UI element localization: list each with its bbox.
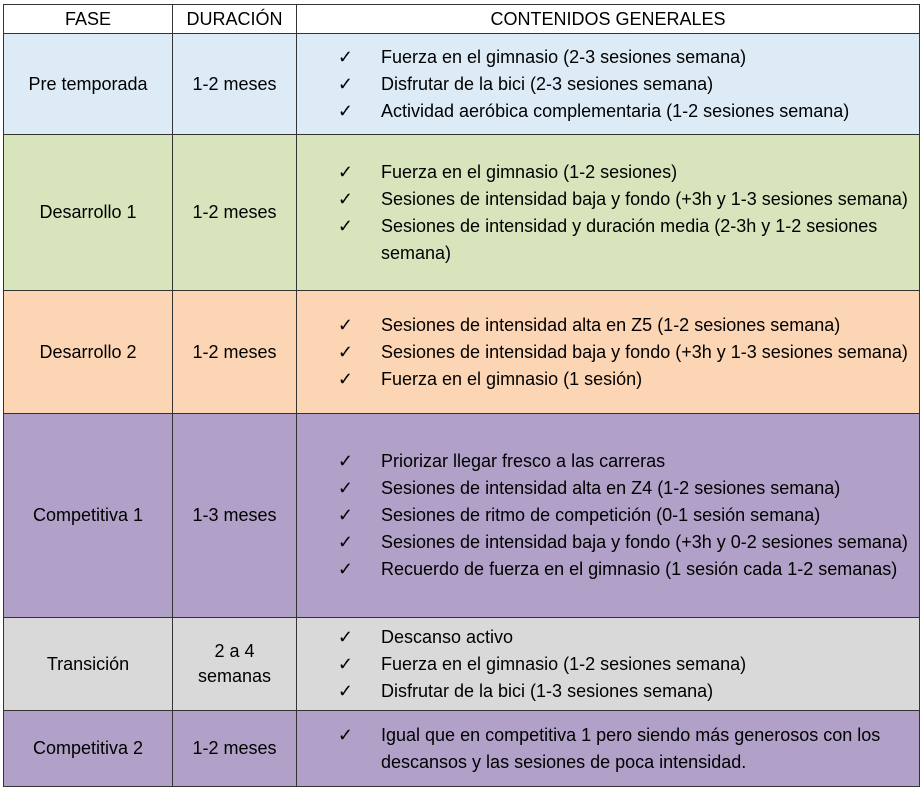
list-item	[297, 44, 919, 71]
checkmark-icon: ✓	[337, 653, 353, 674]
contenidos-cell	[297, 291, 920, 414]
item-text: Sesiones de intensidad alta en Z5 (1-2 sesiones semana)	[381, 314, 841, 335]
checkmark-icon: ✓	[337, 680, 353, 701]
list-item	[297, 312, 919, 339]
item-text: Fuerza en el gimnasio (1-2 sesiones semana)	[381, 653, 747, 674]
fase-cell: Competitiva 2	[4, 711, 173, 787]
item-text: Actividad aeróbica complementaria (1-2 sesiones semana)	[381, 100, 850, 121]
contenidos-list	[297, 44, 919, 125]
duracion-cell: 1-2 meses	[173, 291, 297, 414]
table-row	[4, 135, 920, 291]
list-item	[297, 678, 919, 705]
item-text: Fuerza en el gimnasio (1-2 sesiones)	[381, 161, 678, 182]
list-item	[297, 213, 919, 267]
header-duracion: DURACIÓN	[173, 5, 297, 34]
list-item	[297, 98, 919, 125]
fase-cell: Desarrollo 1	[4, 135, 173, 291]
contenidos-list	[297, 722, 919, 776]
duracion-cell: 1-3 meses	[173, 414, 297, 618]
checkmark-icon: ✓	[337, 73, 353, 94]
checkmark-icon: ✓	[337, 161, 353, 182]
item-text: Sesiones de intensidad baja y fondo (+3h y 0-2 sesiones semana)	[381, 532, 908, 552]
checkmark-icon: ✓	[337, 215, 353, 236]
table-row	[4, 711, 920, 787]
checkmark-icon: ✓	[337, 314, 353, 335]
header-contenidos: CONTENIDOS GENERALES	[297, 5, 920, 34]
item-text: Fuerza en el gimnasio (2-3 sesiones semana)	[381, 46, 747, 67]
item-text: Sesiones de ritmo de competición (0-1 sesión semana)	[381, 505, 821, 525]
header-row	[4, 5, 920, 34]
contenidos-list	[297, 159, 919, 267]
list-item	[297, 556, 919, 583]
fase-cell: Desarrollo 2	[4, 291, 173, 414]
list-item	[297, 159, 919, 186]
list-item	[297, 71, 919, 98]
fase-cell: Pre temporada	[4, 34, 173, 135]
list-item	[297, 502, 919, 529]
item-text: Priorizar llegar fresco a las carreras	[381, 451, 666, 471]
table-row	[4, 291, 920, 414]
list-item	[297, 529, 919, 556]
table-row	[4, 618, 920, 711]
item-text: Igual que en competitiva 1 pero siendo más generosos con los descansos y las sesiones de poca intensidad.	[381, 724, 881, 772]
checkmark-icon: ✓	[337, 505, 353, 525]
item-text: Descanso activo	[381, 626, 514, 647]
fase-cell: Competitiva 1	[4, 414, 173, 618]
item-text: Sesiones de intensidad alta en Z4 (1-2 sesiones semana)	[381, 478, 841, 498]
item-text: Recuerdo de fuerza en el gimnasio (1 sesión cada 1-2 semanas)	[381, 559, 898, 579]
checkmark-icon: ✓	[337, 626, 353, 647]
contenidos-cell	[297, 618, 920, 711]
duracion-cell: 1-2 meses	[173, 135, 297, 291]
duracion-cell: 1-2 meses	[173, 34, 297, 135]
list-item	[297, 624, 919, 651]
contenidos-list	[297, 624, 919, 705]
item-text: Disfrutar de la bici (1-3 sesiones semana)	[381, 680, 714, 701]
item-text: Sesiones de intensidad baja y fondo (+3h y 1-3 sesiones semana)	[381, 341, 908, 362]
list-item	[297, 475, 919, 502]
list-item	[297, 366, 919, 393]
checkmark-icon: ✓	[337, 100, 353, 121]
contenidos-list	[297, 312, 919, 393]
list-item	[297, 722, 919, 776]
fase-cell: Transición	[4, 618, 173, 711]
checkmark-icon: ✓	[337, 341, 353, 362]
checkmark-icon: ✓	[337, 559, 353, 579]
duracion-cell: 1-2 meses	[173, 711, 297, 787]
checkmark-icon: ✓	[337, 532, 353, 552]
list-item	[297, 339, 919, 366]
training-plan-table	[3, 4, 920, 787]
item-text: Fuerza en el gimnasio (1 sesión)	[381, 368, 643, 389]
contenidos-list	[297, 448, 919, 583]
list-item	[297, 651, 919, 678]
item-text: Disfrutar de la bici (2-3 sesiones semana)	[381, 73, 714, 94]
table-row	[4, 34, 920, 135]
contenidos-cell	[297, 34, 920, 135]
item-text: Sesiones de intensidad baja y fondo (+3h y 1-3 sesiones semana)	[381, 188, 908, 209]
item-text: Sesiones de intensidad y duración media (2-3h y 1-2 sesiones semana)	[381, 215, 878, 263]
contenidos-cell	[297, 711, 920, 787]
list-item	[297, 448, 919, 475]
contenidos-cell	[297, 414, 920, 618]
checkmark-icon: ✓	[337, 478, 353, 498]
checkmark-icon: ✓	[337, 188, 353, 209]
checkmark-icon: ✓	[337, 451, 353, 471]
checkmark-icon: ✓	[337, 368, 353, 389]
checkmark-icon: ✓	[337, 724, 353, 745]
header-fase: FASE	[4, 5, 173, 34]
table-row	[4, 414, 920, 618]
list-item	[297, 186, 919, 213]
contenidos-cell	[297, 135, 920, 291]
duracion-cell: 2 a 4 semanas	[173, 618, 297, 711]
checkmark-icon: ✓	[337, 46, 353, 67]
